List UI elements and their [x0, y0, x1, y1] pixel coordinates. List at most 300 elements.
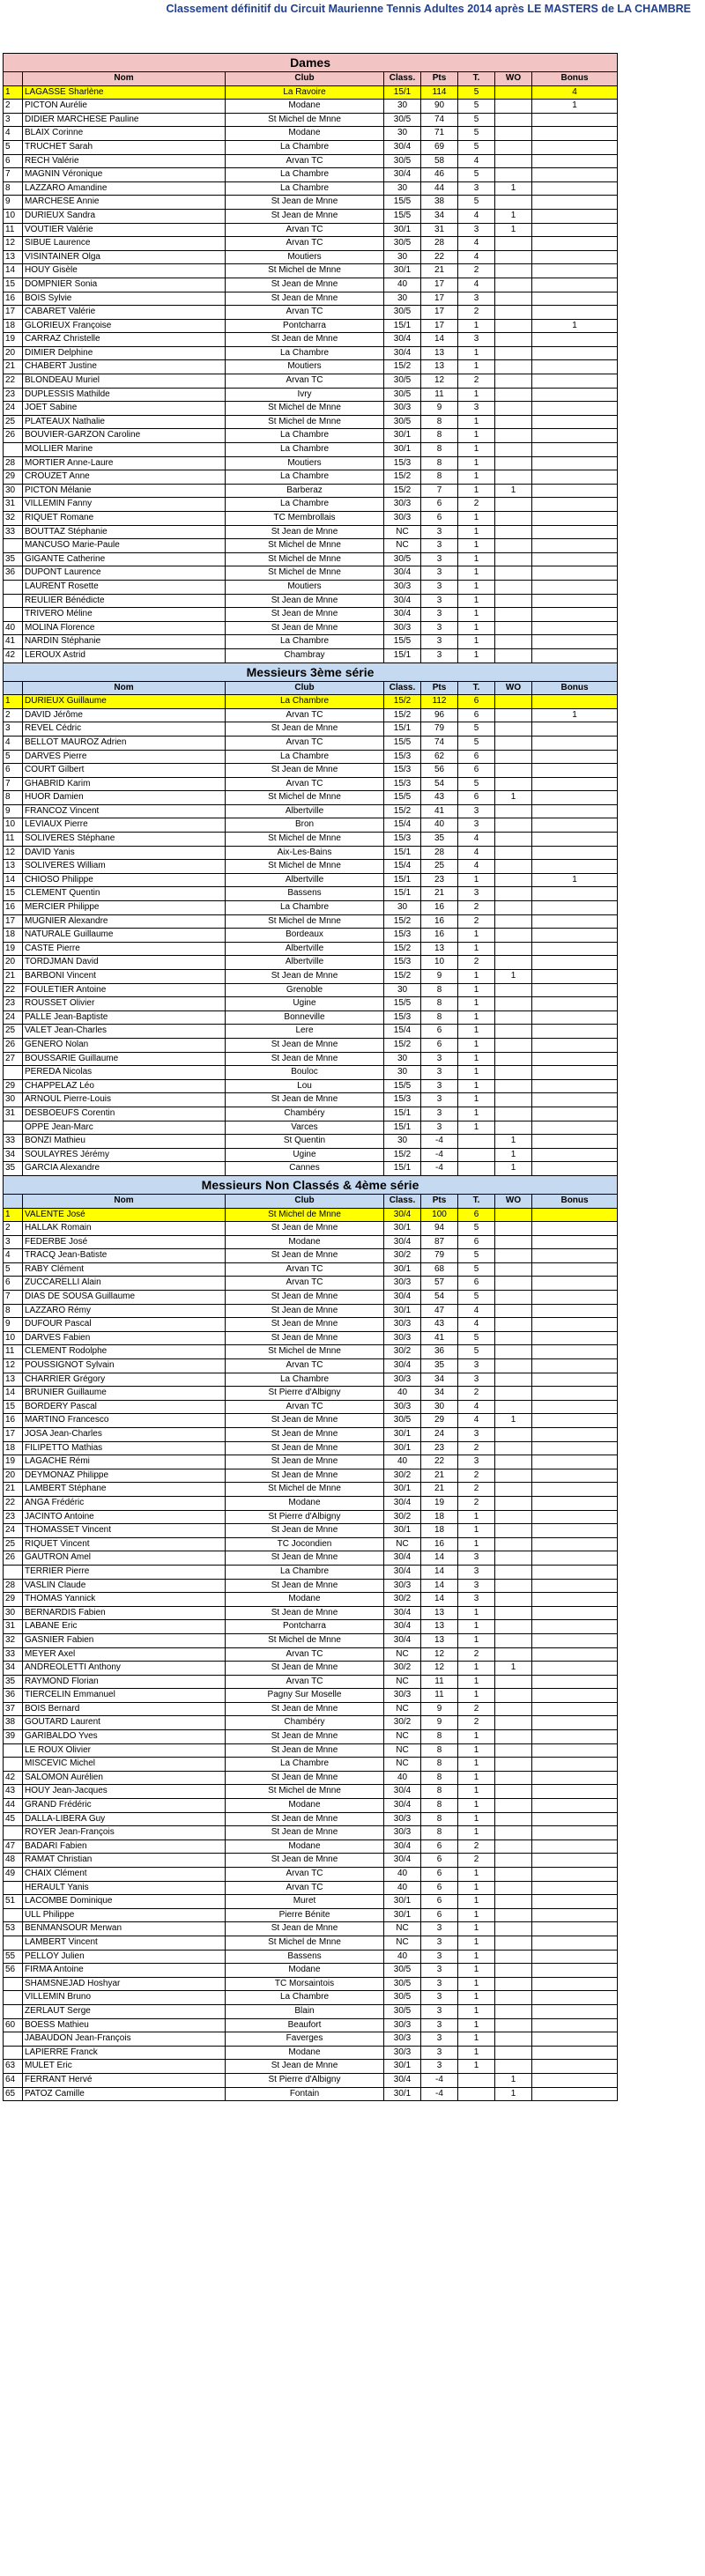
cell-points: 28: [421, 237, 458, 251]
cell-class: 30/2: [384, 1662, 421, 1676]
cell-wo: [495, 1812, 532, 1826]
cell-bonus: [532, 1208, 618, 1222]
cell-points: 25: [421, 860, 458, 874]
cell-club: La Chambre: [226, 140, 384, 154]
cell-club: Varces: [226, 1121, 384, 1135]
table-row: [4, 306, 618, 320]
cell-bonus: [532, 1093, 618, 1107]
column-header: Club: [226, 681, 384, 695]
cell-bonus: [532, 648, 618, 663]
cell-rank: 48: [4, 1854, 23, 1868]
cell-name: PATOZ Camille: [23, 2087, 226, 2101]
cell-points: 74: [421, 736, 458, 750]
table-row: [4, 1881, 618, 1895]
cell-tournaments: 5: [458, 100, 495, 114]
cell-club: Blain: [226, 2004, 384, 2018]
cell-wo: 1: [495, 1662, 532, 1676]
cell-bonus: 4: [532, 85, 618, 100]
table-row: [4, 1121, 618, 1135]
cell-name: RAYMOND Florian: [23, 1675, 226, 1689]
column-header: Club: [226, 1194, 384, 1208]
cell-wo: 1: [495, 970, 532, 984]
cell-name: BENMANSOUR Merwan: [23, 1922, 226, 1936]
cell-points: 58: [421, 154, 458, 168]
cell-name: BOIS Bernard: [23, 1702, 226, 1716]
cell-wo: [495, 1025, 532, 1039]
cell-class: NC: [384, 1922, 421, 1936]
cell-class: 30/3: [384, 402, 421, 416]
cell-points: 3: [421, 525, 458, 539]
cell-rank: [4, 539, 23, 553]
cell-bonus: [532, 1771, 618, 1785]
cell-bonus: [532, 1291, 618, 1305]
table-row: [4, 292, 618, 306]
cell-class: 15/2: [384, 708, 421, 722]
table-row: [4, 1345, 618, 1359]
cell-tournaments: 4: [458, 846, 495, 860]
table-row: [4, 901, 618, 915]
cell-tournaments: 1: [458, 1991, 495, 2005]
cell-class: 30/5: [384, 154, 421, 168]
cell-wo: [495, 1079, 532, 1093]
cell-rank: 21: [4, 1483, 23, 1497]
table-row: [4, 443, 618, 457]
cell-club: St Jean de Mnne: [226, 1579, 384, 1593]
cell-name: PICTON Mélanie: [23, 484, 226, 498]
cell-bonus: [532, 1675, 618, 1689]
column-header-row: [4, 1194, 618, 1208]
cell-class: 15/1: [384, 1162, 421, 1176]
cell-class: 30/2: [384, 1716, 421, 1730]
cell-tournaments: [458, 1135, 495, 1149]
cell-name: JOET Sabine: [23, 402, 226, 416]
cell-points: 3: [421, 2018, 458, 2032]
table-row: [4, 223, 618, 237]
cell-tournaments: 2: [458, 264, 495, 278]
cell-bonus: [532, 833, 618, 847]
cell-rank: 10: [4, 209, 23, 223]
cell-tournaments: 4: [458, 1304, 495, 1318]
cell-tournaments: 4: [458, 209, 495, 223]
table-row: [4, 1565, 618, 1579]
cell-club: St Michel de Mnne: [226, 552, 384, 566]
cell-wo: [495, 722, 532, 737]
cell-class: NC: [384, 1647, 421, 1662]
table-row: [4, 942, 618, 956]
cell-name: ANGA Frédéric: [23, 1496, 226, 1510]
cell-name: GASNIER Fabien: [23, 1633, 226, 1647]
table-row: [4, 956, 618, 970]
cell-bonus: [532, 901, 618, 915]
cell-club: Chambray: [226, 648, 384, 663]
cell-club: St Michel de Mnne: [226, 113, 384, 127]
cell-rank: [4, 580, 23, 594]
cell-bonus: [532, 722, 618, 737]
table-row: [4, 2060, 618, 2074]
cell-wo: 1: [495, 1414, 532, 1428]
cell-rank: 14: [4, 873, 23, 887]
table-row: [4, 2004, 618, 2018]
cell-name: RIQUET Vincent: [23, 1537, 226, 1551]
cell-class: 15/5: [384, 736, 421, 750]
cell-class: NC: [384, 1730, 421, 1744]
cell-points: 90: [421, 100, 458, 114]
cell-bonus: [532, 983, 618, 997]
cell-points: 3: [421, 1093, 458, 1107]
table-row: [4, 1162, 618, 1176]
cell-name: LEROUX Astrid: [23, 648, 226, 663]
cell-club: Beaufort: [226, 2018, 384, 2032]
table-row: [4, 525, 618, 539]
cell-name: CHABERT Justine: [23, 360, 226, 374]
cell-club: Albertville: [226, 942, 384, 956]
cell-name: MAGNIN Véronique: [23, 168, 226, 182]
cell-wo: [495, 860, 532, 874]
table-row: [4, 1964, 618, 1978]
cell-points: -4: [421, 2087, 458, 2101]
cell-wo: [495, 388, 532, 402]
cell-tournaments: 1: [458, 1038, 495, 1052]
cell-class: 40: [384, 1387, 421, 1401]
cell-bonus: [532, 1428, 618, 1442]
cell-wo: [495, 1262, 532, 1277]
cell-name: BLAIX Corinne: [23, 127, 226, 141]
cell-class: 30/1: [384, 1262, 421, 1277]
table-row: [4, 1785, 618, 1799]
cell-wo: [495, 443, 532, 457]
cell-rank: 30: [4, 1606, 23, 1620]
cell-bonus: [532, 223, 618, 237]
cell-club: St Jean de Mnne: [226, 278, 384, 292]
cell-class: 15/1: [384, 319, 421, 333]
cell-bonus: [532, 113, 618, 127]
cell-points: 46: [421, 168, 458, 182]
cell-name: MARTINO Francesco: [23, 1414, 226, 1428]
cell-club: Arvan TC: [226, 708, 384, 722]
cell-club: St Quentin: [226, 1135, 384, 1149]
cell-points: 96: [421, 708, 458, 722]
cell-wo: [495, 360, 532, 374]
cell-rank: 2: [4, 1222, 23, 1236]
cell-tournaments: 1: [458, 484, 495, 498]
cell-name: ROYER Jean-François: [23, 1826, 226, 1840]
cell-wo: [495, 525, 532, 539]
cell-name: FIRMA Antoine: [23, 1964, 226, 1978]
cell-club: St Michel de Mnne: [226, 1483, 384, 1497]
cell-class: 30/3: [384, 1400, 421, 1414]
cell-points: 35: [421, 1359, 458, 1373]
cell-name: SOLIVERES William: [23, 860, 226, 874]
cell-class: 15/2: [384, 970, 421, 984]
cell-tournaments: 1: [458, 1121, 495, 1135]
cell-points: 23: [421, 873, 458, 887]
cell-tournaments: [458, 1148, 495, 1162]
cell-rank: 8: [4, 181, 23, 196]
table-row: [4, 983, 618, 997]
table-row: [4, 777, 618, 791]
cell-name: BELLOT MAUROZ Adrien: [23, 736, 226, 750]
cell-wo: [495, 1455, 532, 1469]
table-row: [4, 1428, 618, 1442]
cell-class: 30: [384, 1066, 421, 1080]
cell-points: 62: [421, 750, 458, 764]
cell-rank: 22: [4, 374, 23, 389]
cell-bonus: [532, 278, 618, 292]
cell-bonus: [532, 333, 618, 347]
cell-tournaments: [458, 2073, 495, 2087]
cell-name: LACOMBE Dominique: [23, 1895, 226, 1909]
cell-bonus: 1: [532, 319, 618, 333]
cell-tournaments: 2: [458, 1702, 495, 1716]
cell-tournaments: 1: [458, 1950, 495, 1964]
cell-name: RAMAT Christian: [23, 1854, 226, 1868]
cell-tournaments: 2: [458, 901, 495, 915]
cell-points: 8: [421, 1730, 458, 1744]
cell-wo: [495, 1208, 532, 1222]
cell-wo: [495, 2060, 532, 2074]
column-header: Class.: [384, 1194, 421, 1208]
cell-points: 17: [421, 306, 458, 320]
cell-wo: [495, 1318, 532, 1332]
cell-rank: 27: [4, 1052, 23, 1066]
cell-points: 9: [421, 970, 458, 984]
cell-points: 112: [421, 695, 458, 709]
cell-tournaments: 1: [458, 2060, 495, 2074]
cell-wo: [495, 1799, 532, 1813]
cell-points: 34: [421, 1387, 458, 1401]
cell-points: 3: [421, 648, 458, 663]
cell-rank: 44: [4, 1799, 23, 1813]
cell-club: St Michel de Mnne: [226, 1633, 384, 1647]
cell-wo: [495, 1689, 532, 1703]
cell-rank: 34: [4, 1148, 23, 1162]
cell-bonus: [532, 2018, 618, 2032]
cell-club: St Jean de Mnne: [226, 196, 384, 210]
cell-wo: [495, 1387, 532, 1401]
cell-club: Modane: [226, 1839, 384, 1854]
cell-points: 28: [421, 846, 458, 860]
cell-tournaments: 5: [458, 1291, 495, 1305]
cell-name: TERRIER Pierre: [23, 1565, 226, 1579]
cell-wo: [495, 736, 532, 750]
cell-tournaments: 1: [458, 621, 495, 635]
column-header: Pts: [421, 1194, 458, 1208]
cell-bonus: [532, 1702, 618, 1716]
cell-wo: [495, 1496, 532, 1510]
cell-tournaments: 2: [458, 1469, 495, 1483]
cell-bonus: [532, 1633, 618, 1647]
cell-rank: 60: [4, 2018, 23, 2032]
cell-rank: 16: [4, 1414, 23, 1428]
cell-name: CARRAZ Christelle: [23, 333, 226, 347]
cell-bonus: [532, 552, 618, 566]
cell-name: TORDJMAN David: [23, 956, 226, 970]
cell-bonus: [532, 140, 618, 154]
cell-wo: [495, 1908, 532, 1922]
cell-wo: [495, 1785, 532, 1799]
cell-class: 30/5: [384, 1991, 421, 2005]
cell-wo: [495, 1593, 532, 1607]
cell-points: 13: [421, 1633, 458, 1647]
cell-bonus: [532, 1010, 618, 1025]
cell-class: 15/1: [384, 648, 421, 663]
cell-name: REVEL Cédric: [23, 722, 226, 737]
cell-class: NC: [384, 1936, 421, 1950]
cell-club: La Chambre: [226, 1758, 384, 1772]
cell-name: ROUSSET Olivier: [23, 997, 226, 1011]
cell-class: 30/2: [384, 1249, 421, 1263]
cell-class: 30/3: [384, 580, 421, 594]
cell-points: 13: [421, 942, 458, 956]
cell-points: 8: [421, 1812, 458, 1826]
cell-club: St Jean de Mnne: [226, 1524, 384, 1538]
table-row: [4, 970, 618, 984]
cell-tournaments: 1: [458, 608, 495, 622]
cell-points: 6: [421, 1908, 458, 1922]
cell-club: St Jean de Mnne: [226, 1222, 384, 1236]
cell-rank: 63: [4, 2060, 23, 2074]
cell-tournaments: 3: [458, 1428, 495, 1442]
cell-club: Arvan TC: [226, 1262, 384, 1277]
cell-name: MANCUSO Marie-Paule: [23, 539, 226, 553]
cell-points: 14: [421, 1551, 458, 1566]
cell-rank: 10: [4, 1331, 23, 1345]
cell-name: PELLOY Julien: [23, 1950, 226, 1964]
cell-bonus: [532, 429, 618, 443]
cell-points: 3: [421, 1079, 458, 1093]
cell-class: 30/3: [384, 2018, 421, 2032]
table-row: [4, 997, 618, 1011]
column-header: Nom: [23, 681, 226, 695]
table-row: [4, 1387, 618, 1401]
cell-bonus: [532, 1496, 618, 1510]
table-row: [4, 764, 618, 778]
cell-points: 31: [421, 223, 458, 237]
cell-name: DARVES Fabien: [23, 1331, 226, 1345]
cell-rank: 9: [4, 196, 23, 210]
cell-name: VISINTAINER Olga: [23, 250, 226, 264]
cell-club: Fontain: [226, 2087, 384, 2101]
cell-tournaments: 2: [458, 956, 495, 970]
cell-class: 30/1: [384, 1908, 421, 1922]
cell-rank: 21: [4, 970, 23, 984]
cell-rank: 20: [4, 1469, 23, 1483]
cell-points: 3: [421, 566, 458, 581]
cell-club: Muret: [226, 1895, 384, 1909]
cell-club: St Michel de Mnne: [226, 1345, 384, 1359]
cell-club: Arvan TC: [226, 1868, 384, 1882]
table-row: [4, 791, 618, 805]
cell-rank: 56: [4, 1964, 23, 1978]
cell-points: 94: [421, 1222, 458, 1236]
cell-rank: 12: [4, 237, 23, 251]
table-row: [4, 498, 618, 512]
cell-name: ARNOUL Pierre-Louis: [23, 1093, 226, 1107]
table-row: [4, 1010, 618, 1025]
cell-class: 30/5: [384, 415, 421, 429]
cell-name: JACINTO Antoine: [23, 1510, 226, 1524]
table-row: [4, 648, 618, 663]
cell-class: 30/3: [384, 2046, 421, 2060]
cell-class: 30/1: [384, 1483, 421, 1497]
cell-club: Modane: [226, 127, 384, 141]
cell-tournaments: 1: [458, 1785, 495, 1799]
table-row: [4, 1304, 618, 1318]
table-row: [4, 1208, 618, 1222]
cell-points: 17: [421, 319, 458, 333]
cell-name: BARBONI Vincent: [23, 970, 226, 984]
cell-tournaments: 1: [458, 1799, 495, 1813]
cell-points: 3: [421, 2046, 458, 2060]
cell-bonus: [532, 929, 618, 943]
cell-rank: 35: [4, 552, 23, 566]
cell-points: 8: [421, 443, 458, 457]
table-row: [4, 1249, 618, 1263]
cell-club: St Michel de Mnne: [226, 264, 384, 278]
cell-name: HERAULT Yanis: [23, 1881, 226, 1895]
cell-name: SALOMON Aurélien: [23, 1771, 226, 1785]
cell-club: St Jean de Mnne: [226, 1743, 384, 1758]
table-row: [4, 1135, 618, 1149]
cell-name: DARVES Pierre: [23, 750, 226, 764]
table-row: [4, 1895, 618, 1909]
cell-wo: [495, 306, 532, 320]
table-row: [4, 608, 618, 622]
cell-rank: 17: [4, 1428, 23, 1442]
cell-tournaments: 1: [458, 1010, 495, 1025]
cell-bonus: [532, 168, 618, 182]
column-header: Class.: [384, 681, 421, 695]
cell-club: Moutiers: [226, 580, 384, 594]
cell-name: CHAIX Clément: [23, 1868, 226, 1882]
cell-points: 3: [421, 1950, 458, 1964]
table-row: [4, 209, 618, 223]
cell-points: 100: [421, 1208, 458, 1222]
cell-club: St Michel de Mnne: [226, 791, 384, 805]
cell-name: VALET Jean-Charles: [23, 1025, 226, 1039]
cell-name: LAGACHE Rémi: [23, 1455, 226, 1469]
cell-wo: [495, 2032, 532, 2047]
cell-class: 30/4: [384, 566, 421, 581]
table-row: [4, 695, 618, 709]
table-row: [4, 1441, 618, 1455]
cell-rank: 3: [4, 1235, 23, 1249]
cell-class: 30/3: [384, 1373, 421, 1387]
cell-tournaments: 2: [458, 498, 495, 512]
cell-name: SHAMSNEJAD Hoshyar: [23, 1977, 226, 1991]
cell-club: St Jean de Mnne: [226, 764, 384, 778]
column-header-row: [4, 72, 618, 86]
cell-class: 30/3: [384, 512, 421, 526]
cell-club: Modane: [226, 1964, 384, 1978]
cell-club: St Pierre d'Albigny: [226, 2073, 384, 2087]
cell-club: Pontcharra: [226, 319, 384, 333]
cell-club: Arvan TC: [226, 223, 384, 237]
column-header: WO: [495, 681, 532, 695]
cell-name: DIAS DE SOUSA Guillaume: [23, 1291, 226, 1305]
cell-tournaments: 1: [458, 1675, 495, 1689]
cell-bonus: [532, 1066, 618, 1080]
table-row: [4, 113, 618, 127]
cell-rank: 5: [4, 1262, 23, 1277]
cell-tournaments: 1: [458, 970, 495, 984]
cell-wo: [495, 580, 532, 594]
cell-wo: [495, 608, 532, 622]
cell-wo: [495, 1620, 532, 1634]
cell-class: 15/3: [384, 777, 421, 791]
cell-rank: 15: [4, 1400, 23, 1414]
cell-points: 8: [421, 1771, 458, 1785]
